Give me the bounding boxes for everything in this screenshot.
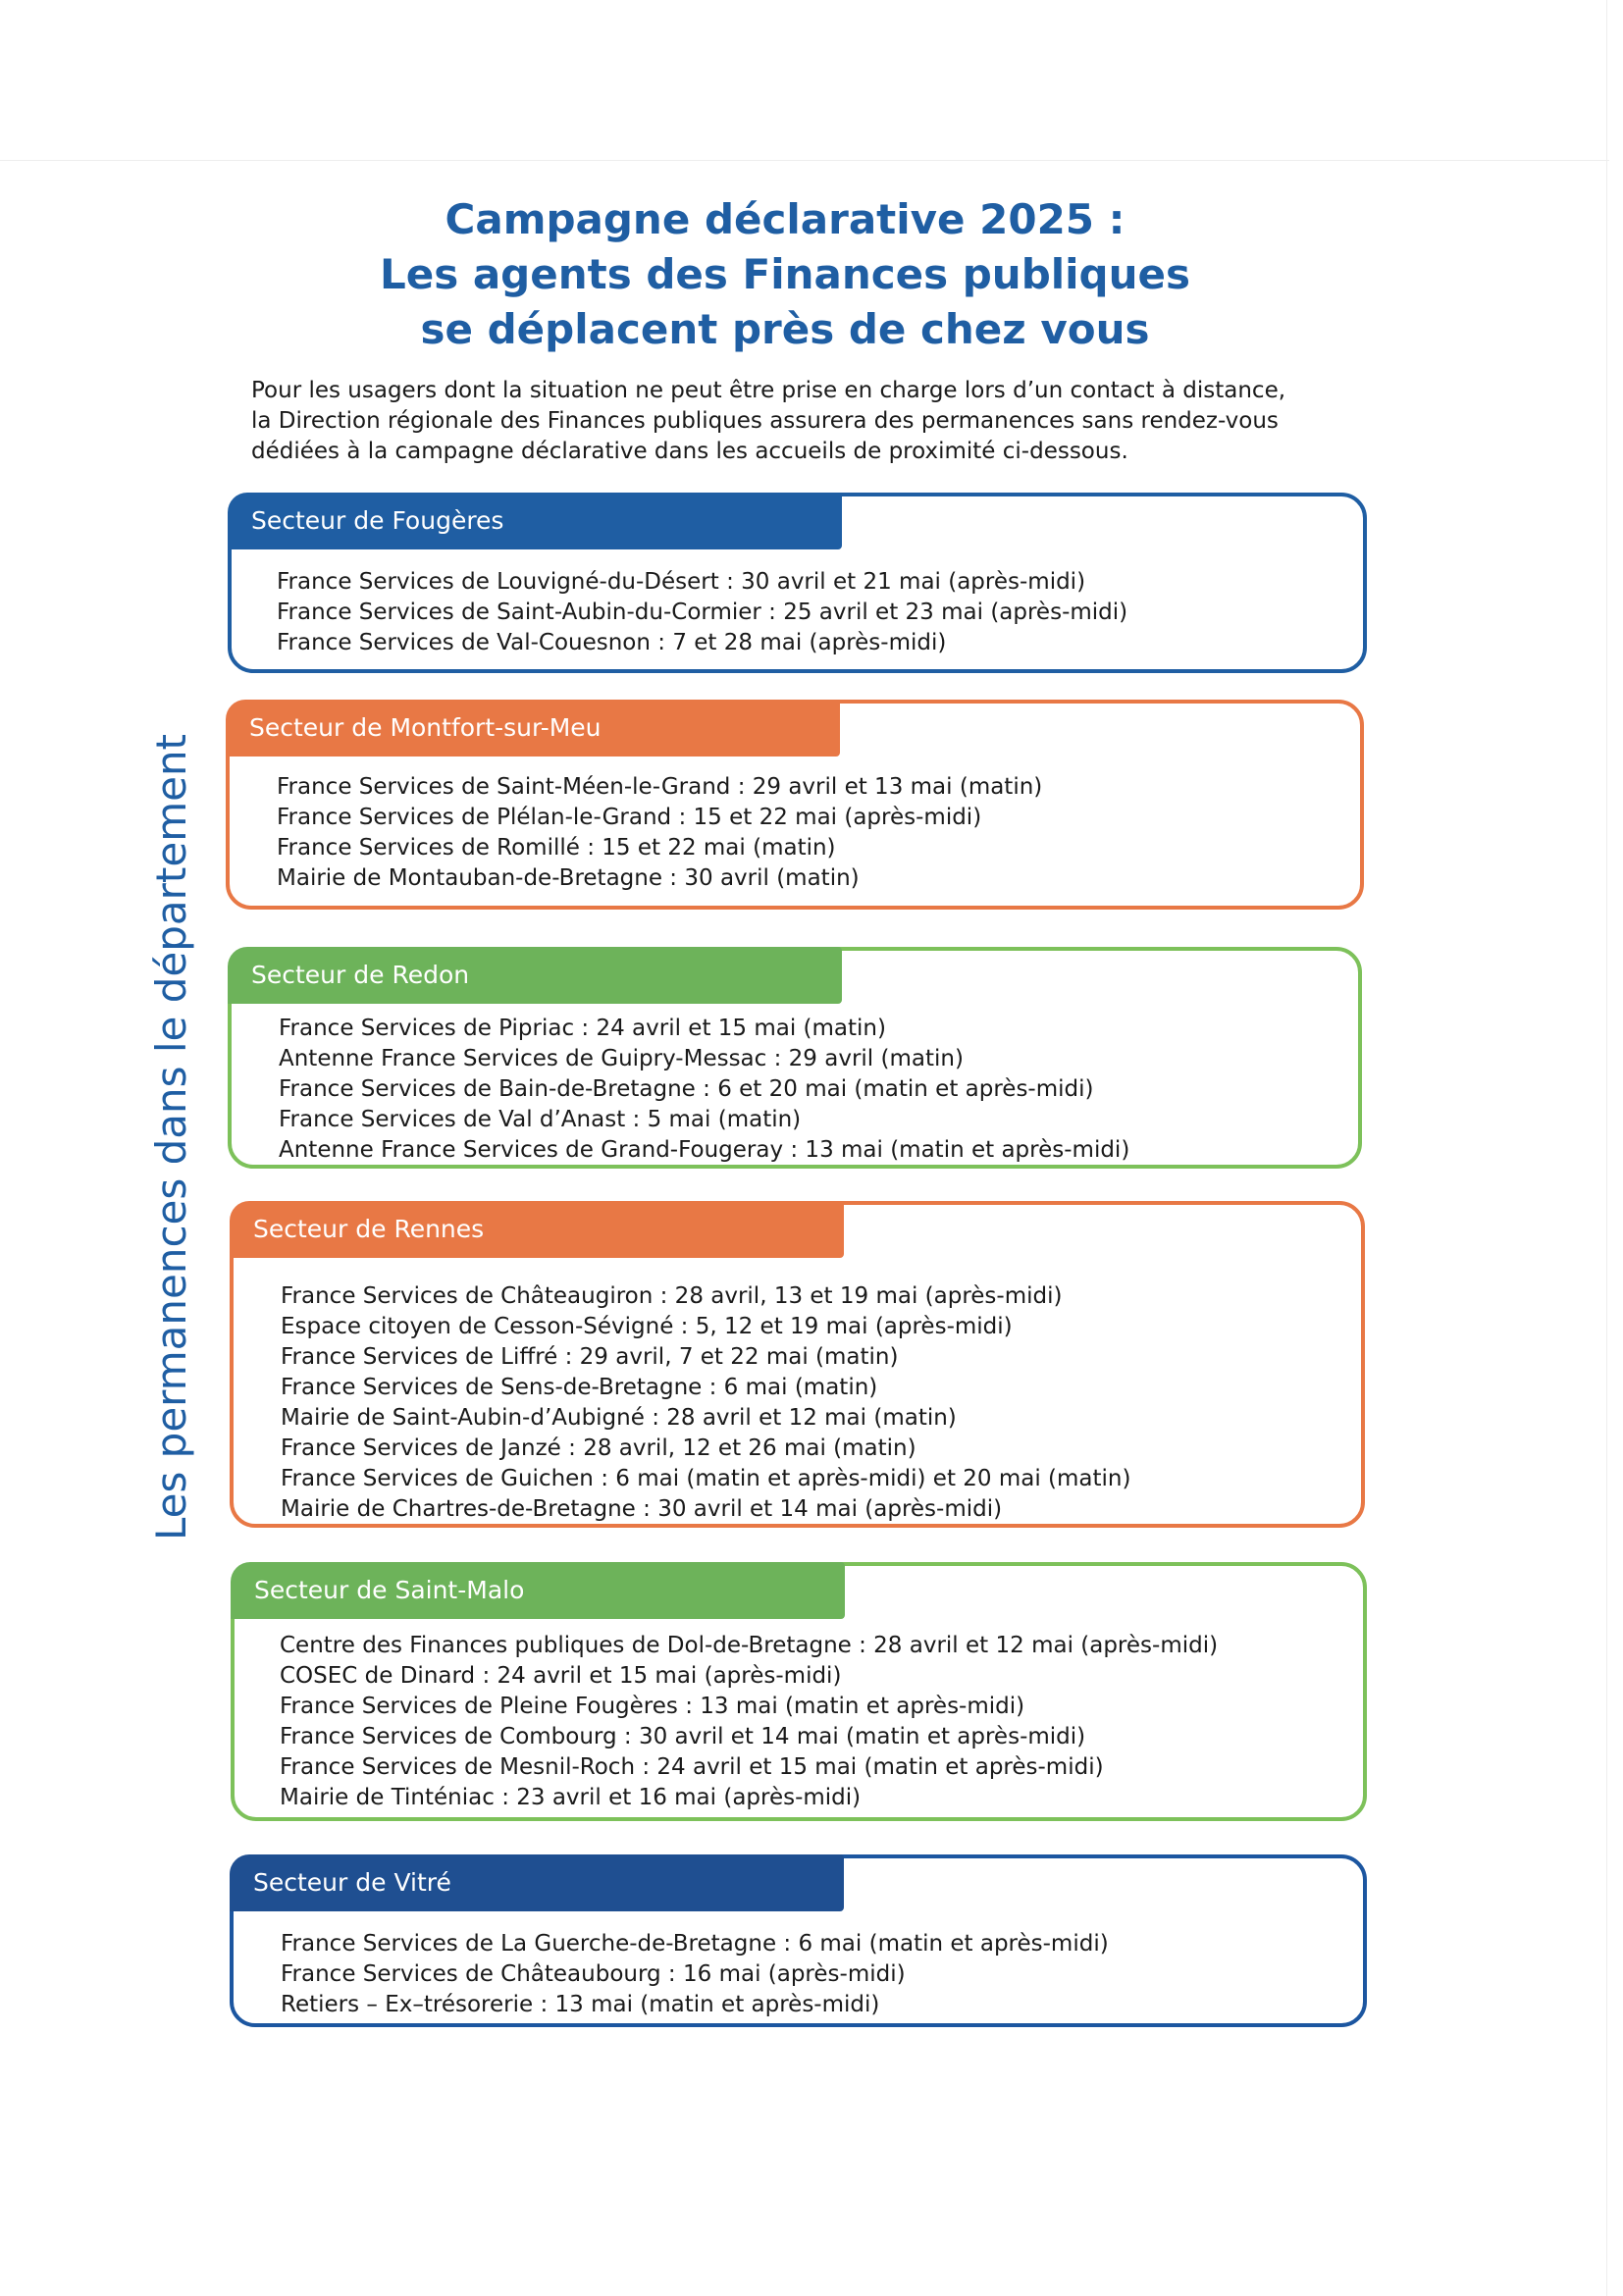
list-item: Centre des Finances publiques de Dol-de-Bretagne : 28 avril et 12 mai (après-midi)	[280, 1633, 1219, 1658]
list-item: Antenne France Services de Guipry-Messac : 29 avril (matin)	[279, 1046, 964, 1071]
right-divider	[1606, 0, 1607, 2296]
title-line: Les agents des Finances publiques	[379, 250, 1191, 298]
list-item: France Services de Val d’Anast : 5 mai (matin)	[279, 1107, 802, 1132]
list-item: Mairie de Chartres-de-Bretagne : 30 avril et 14 mai (après-midi)	[281, 1496, 1003, 1522]
list-item: France Services de Guichen : 6 mai (matin et après-midi) et 20 mai (matin)	[281, 1466, 1131, 1491]
list-item: France Services de Pleine Fougères : 13 mai (matin et après-midi)	[280, 1694, 1025, 1719]
list-item: France Services de Saint-Aubin-du-Cormier : 25 avril et 23 mai (après-midi)	[277, 600, 1128, 625]
title-line: se déplacent près de chez vous	[420, 305, 1150, 353]
list-item: Mairie de Tinténiac : 23 avril et 16 mai (après-midi)	[280, 1785, 862, 1810]
sector-rennes	[230, 1201, 1365, 1528]
list-item: France Services de Val-Couesnon : 7 et 28 mai (après-midi)	[277, 630, 947, 655]
list-item: France Services de Saint-Méen-le-Grand : 29 avril et 13 mai (matin)	[277, 774, 1043, 800]
sector-entries	[281, 1281, 1131, 1525]
list-item: Mairie de Montauban-de-Bretagne : 30 avril (matin)	[277, 865, 860, 891]
list-item: France Services de Châteaugiron : 28 avril, 13 et 19 mai (après-midi)	[281, 1283, 1063, 1309]
list-item: France Services de Liffré : 29 avril, 7 et 22 mai (matin)	[281, 1344, 899, 1370]
list-item: France Services de La Guerche-de-Bretagne : 6 mai (matin et après-midi)	[281, 1931, 1109, 1957]
list-item: France Services de Janzé : 28 avril, 12 et 26 mai (matin)	[281, 1435, 916, 1461]
sector-saint-malo	[231, 1562, 1367, 1821]
intro-line: dédiées à la campagne déclarative dans les accueils de proximité ci-dessous.	[251, 439, 1128, 464]
list-item: France Services de Romillé : 15 et 22 mai (matin)	[277, 835, 836, 861]
list-item: Antenne France Services de Grand-Fougeray : 13 mai (matin et après-midi)	[279, 1137, 1130, 1163]
list-item: France Services de Plélan-le-Grand : 15 et 22 mai (après-midi)	[277, 805, 982, 830]
list-item: France Services de Bain-de-Bretagne : 6 et 20 mai (matin et après-midi)	[279, 1076, 1094, 1102]
sector-entries	[277, 772, 1042, 894]
list-item: COSEC de Dinard : 24 avril et 15 mai (après-midi)	[280, 1663, 842, 1689]
page-title	[324, 192, 1246, 357]
intro-paragraph	[251, 376, 1360, 467]
side-label: Les permanences dans le département	[147, 733, 195, 1541]
sector-montfort-sur-meu	[226, 700, 1364, 910]
sector-entries	[281, 1929, 1109, 2020]
sector-header: Secteur de Montfort-sur-Meu	[226, 700, 840, 757]
list-item: France Services de Sens-de-Bretagne : 6 mai (matin)	[281, 1375, 878, 1400]
list-item: France Services de Louvigné-du-Désert : 30 avril et 21 mai (après-midi)	[277, 569, 1086, 595]
list-item: Retiers – Ex–trésorerie : 13 mai (matin et après-midi)	[281, 1992, 880, 2017]
list-item: France Services de Châteaubourg : 16 mai (après-midi)	[281, 1961, 906, 1987]
list-item: Espace citoyen de Cesson-Sévigné : 5, 12 et 19 mai (après-midi)	[281, 1314, 1013, 1339]
sector-entries	[277, 567, 1127, 658]
sector-fougeres	[228, 493, 1367, 673]
title-line: Campagne déclarative 2025 :	[445, 195, 1126, 243]
intro-line: Pour les usagers dont la situation ne peut être prise en charge lors d’un contact à distance,	[251, 378, 1286, 403]
list-item: France Services de Mesnil-Roch : 24 avril et 15 mai (matin et après-midi)	[280, 1754, 1104, 1780]
intro-line: la Direction régionale des Finances publiques assurera des permanences sans rendez-vous	[251, 408, 1279, 434]
list-item: France Services de Pipriac : 24 avril et 15 mai (matin)	[279, 1016, 886, 1041]
sector-header: Secteur de Fougères	[228, 493, 842, 549]
sector-entries	[279, 1014, 1129, 1166]
sector-header: Secteur de Rennes	[230, 1201, 844, 1258]
top-divider	[0, 160, 1609, 161]
sector-header: Secteur de Vitré	[230, 1854, 844, 1911]
sector-redon	[228, 947, 1362, 1169]
sector-header: Secteur de Saint-Malo	[231, 1562, 845, 1619]
sector-header: Secteur de Redon	[228, 947, 842, 1004]
sector-vitre	[230, 1854, 1367, 2027]
sector-entries	[280, 1631, 1218, 1813]
list-item: France Services de Combourg : 30 avril et 14 mai (matin et après-midi)	[280, 1724, 1086, 1749]
list-item: Mairie de Saint-Aubin-d’Aubigné : 28 avril et 12 mai (matin)	[281, 1405, 957, 1431]
